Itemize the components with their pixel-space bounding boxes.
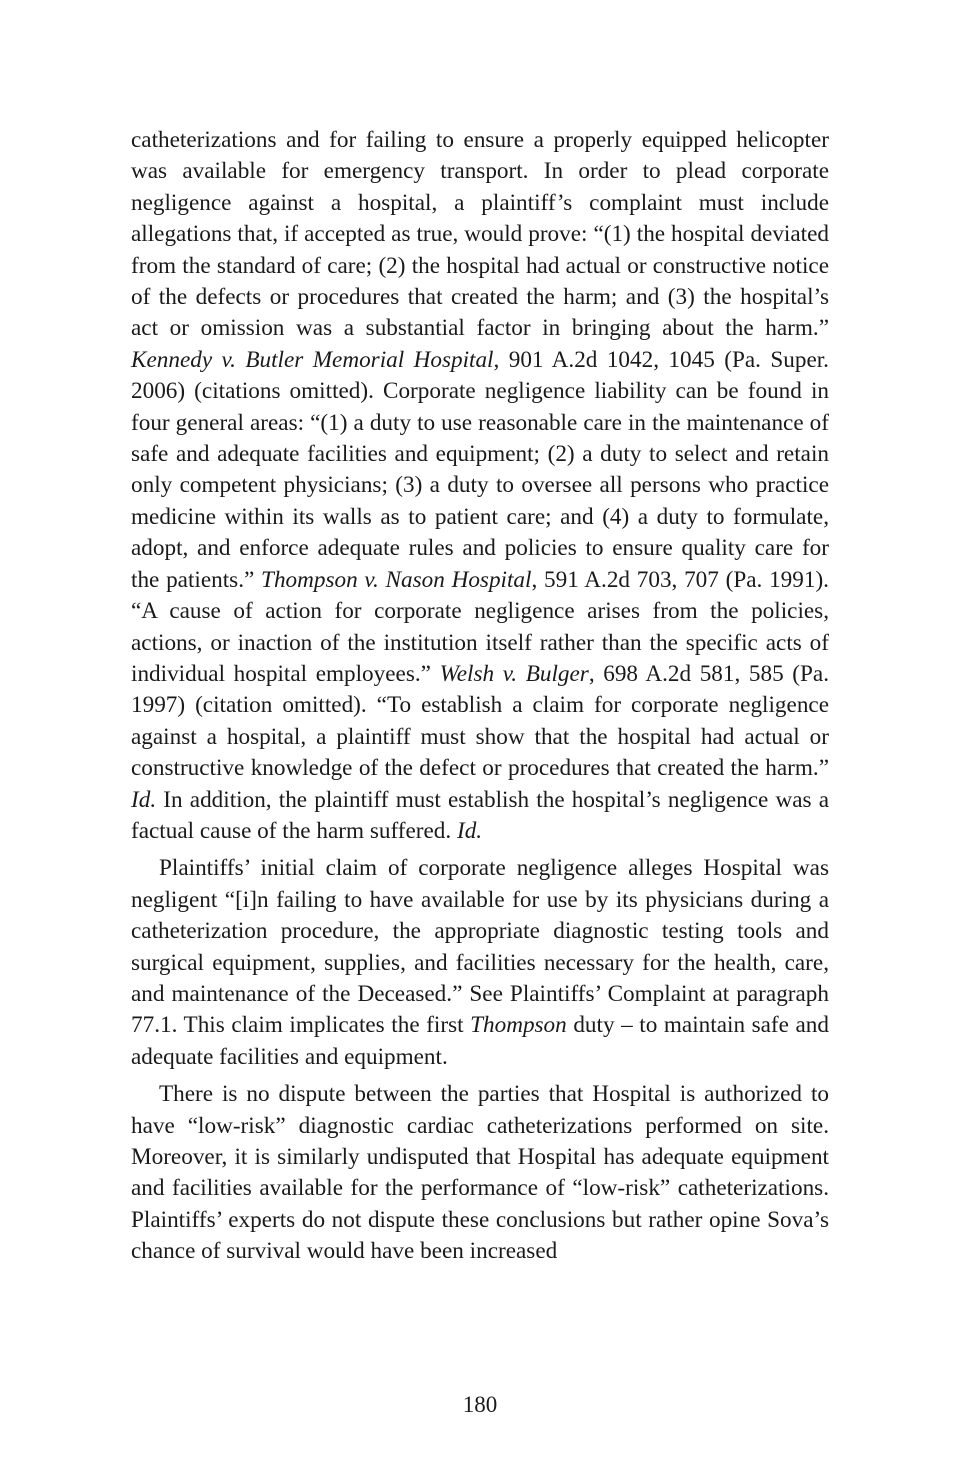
text-segment: In addition, the plaintiff must establish the hospital’s negligence was a factual cause of the harm suffered.: [131, 786, 829, 844]
text-segment: , 901 A.2d 1042, 1045 (Pa. Super. 2006) (citations omitted). Corporate negligence liability can be found in four general areas: “(1) a duty to use reasonable care in the maintenance of safe and adequate facilities and equipment; (2) a duty to select and retain only competent physicians; (3) a duty to oversee all persons who practice medicine within its walls as to patient care; and (4) a duty to formulate, adopt, and enforce adequate rules and policies to ensure quality care for the patients.”: [131, 346, 829, 593]
page-number: 180: [462, 1392, 498, 1417]
body-text: [131, 125, 829, 1268]
paragraph-3: [131, 1079, 829, 1267]
text-segment: duty – to maintain safe and adequate facilities and equipment.: [131, 1012, 829, 1070]
case-citation: Id.: [456, 817, 483, 844]
text-segment: There is no dispute between the parties that Hospital is authorized to have “low-risk” diagnostic cardiac catheterizations performed on site. Moreover, it is similarly undisputed that Hospital has adequate equipment and facilities available for the performance of “low-risk” catheterizations. Plaintiffs’ experts do not dispute these conclusions but rather opine Sova’s chance of survival would have been increased: [131, 1081, 829, 1265]
case-citation: Thompson v. Nason Hospital: [261, 566, 532, 593]
paragraph-2: [131, 853, 829, 1073]
case-citation: Welsh v. Bulger: [439, 660, 589, 687]
case-citation: Thompson: [470, 1012, 567, 1039]
case-citation: Kennedy v. Butler Memorial Hospital: [131, 346, 494, 373]
text-segment: , 591 A.2d 703, 707 (Pa. 1991). “A cause of action for corporate negligence arises from the policies, actions, or inaction of the institution itself rather than the specific acts of individual hospital employees.”: [131, 566, 829, 687]
case-citation: Id.: [131, 786, 157, 813]
text-segment: , 698 A.2d 581, 585 (Pa. 1997) (citation omitted). “To establish a claim for corporate negligence against a hospital, a plaintiff must show that the hospital had actual or constructive knowledge of the defect or procedures that created the harm.”: [131, 660, 830, 782]
paragraph-1: [131, 125, 829, 847]
text-segment: catheterizations and for failing to ensure a properly equipped helicopter was available for emergency transport. In order to plead corporate negligence against a hospital, a plaintiff’s complaint must include allegations that, if accepted as true, would prove: “(1) the hospital deviated from the standard of care; (2) the hospital had actual or constructive notice of the defects or procedures that created the harm; and (3) the hospital’s act or omission was a substantial factor in bringing about the harm.”: [131, 127, 829, 342]
text-segment: Plaintiffs’ initial claim of corporate negligence alleges Hospital was negligent “[i]n failing to have available for use by its physicians during a catheterization procedure, the appropriate diagnostic testing tools and surgical equipment, supplies, and facilities necessary for the health, care, and maintenance of the Deceased.” See Plaintiffs’ Complaint at paragraph 77.1. This claim implicates the first: [131, 855, 829, 1039]
